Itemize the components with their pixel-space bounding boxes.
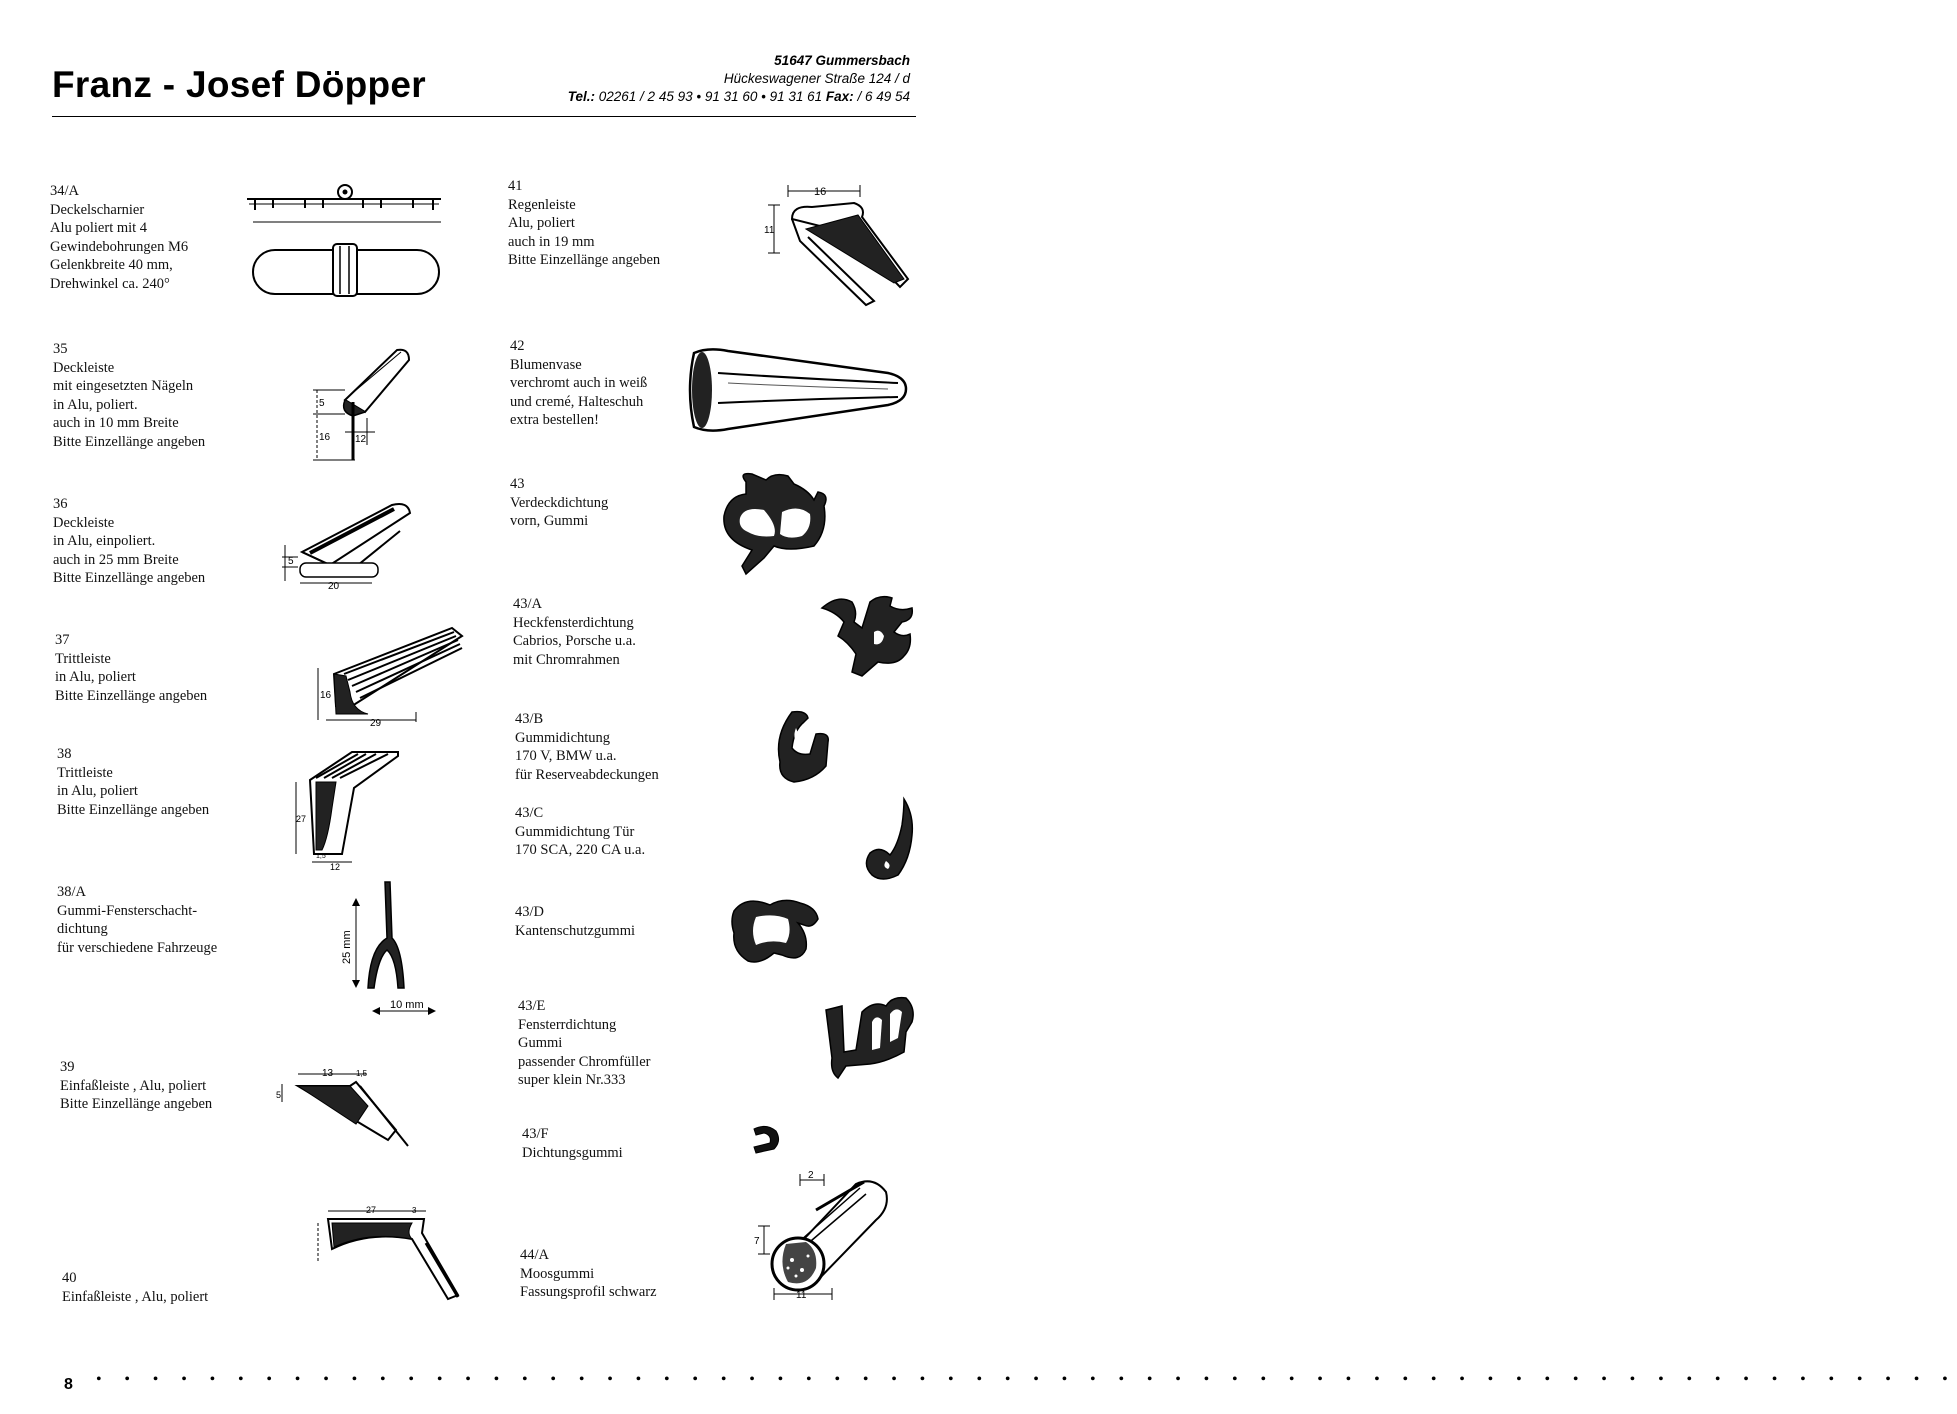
figure-43c-door-seal [858, 795, 928, 885]
dim-38-b: 12 [330, 862, 341, 872]
tel-label: Tel.: [567, 89, 595, 104]
dim-35-a: 5 [319, 398, 325, 409]
item-41: 41 Regenleiste Alu, poliert auch in 19 mm Bitte Einzellänge angeben [508, 178, 661, 268]
city: 51647 Gummersbach [774, 53, 910, 68]
figure-43-roof-seal [718, 470, 838, 580]
header-rule [52, 116, 916, 117]
dim-40-a: 27 [366, 1205, 377, 1215]
figure-34a-hinge [245, 182, 445, 297]
address-block [568, 52, 910, 106]
footer-dot-leader: • • • • • • • • • • • • • • • • • • • • • • • • • • • • • • • • • • • • • • • • • • • • • • • • • • • • • • • • • • • • • • • • • • [96, 1371, 1957, 1388]
dim-44a-c: 11 [796, 1290, 807, 1301]
figure-41-rain-strip [762, 183, 922, 313]
figure-43a-rear-window-seal [818, 592, 918, 682]
figure-39-edging-strip [276, 1066, 416, 1161]
dim-39-a: 13 [322, 1068, 334, 1079]
dim-41-a: 16 [814, 186, 827, 198]
item-43f: 43/F Dichtungsgummi [522, 1126, 623, 1161]
figure-43f-seal-rubber [748, 1121, 788, 1161]
item-35: 35 Deckleiste mit eingesetzten Nägeln in Alu, poliert. auch in 10 mm Breite Bitte Einzellänge angeben [53, 341, 206, 450]
fax-number: / 6 49 54 [857, 89, 910, 104]
item-40: 40 Einfaßleiste , Alu, poliert [62, 1270, 209, 1305]
figure-36-cover-strip [280, 497, 440, 592]
company-name: Franz - Josef Döpper [52, 64, 426, 105]
dim-36-a: 5 [288, 556, 294, 567]
item-43: 43 Verdeckdichtung vorn, Gummi [510, 476, 609, 529]
figure-40-edging-strip [308, 1203, 468, 1303]
item-44a: 44/A Moosgummi Fassungsprofil schwarz [520, 1247, 657, 1300]
item-34a: 34/A Deckelscharnier Alu poliert mit 4 Gewindebohrungen M6 Gelenkbreite 40 mm, Drehwinkel ca. 240° [50, 183, 189, 292]
dim-37-b: 29 [370, 718, 382, 729]
dim-39-b: 1,5 [356, 1069, 368, 1078]
figure-43d-edge-guard [726, 893, 826, 968]
figure-43e-window-seal [816, 992, 921, 1082]
figure-38-step-strip [292, 748, 402, 870]
dim-37-a: 16 [320, 690, 332, 701]
figure-42-flower-vase [688, 343, 913, 443]
tel-numbers: 02261 / 2 45 93 • 91 31 60 • 91 31 61 [598, 89, 823, 104]
page-number: 8 [64, 1376, 73, 1393]
dim-35-b: 16 [319, 432, 331, 443]
figure-35-cover-strip [305, 340, 415, 470]
dim-38-c: 1,5 [316, 853, 326, 860]
figure-43b-rubber-seal [770, 708, 840, 784]
item-42: 42 Blumenvase verchromt auch in weiß und cremé, Halteschuh extra bestellen! [510, 338, 648, 428]
item-43b: 43/B Gummidichtung 170 V, BMW u.a. für Reserveabdeckungen [515, 711, 659, 783]
item-43e: 43/E Fensterrdichtung Gummi passender Chromfüller super klein Nr.333 [518, 998, 651, 1088]
dim-44a-b: 7 [754, 1236, 760, 1247]
item-43c: 43/C Gummidichtung Tür 170 SCA, 220 CA u.a. [515, 805, 646, 858]
figure-37-step-strip [312, 622, 467, 727]
dim-44a-a: 2 [808, 1170, 814, 1181]
item-43a: 43/A Heckfensterdichtung Cabrios, Porsche u.a. mit Chromrahmen [513, 596, 636, 668]
fax-label: Fax: [825, 89, 854, 104]
dim-38a-w: 10 mm [390, 999, 424, 1011]
item-43d: 43/D Kantenschutzgummi [515, 904, 636, 939]
contact-line [568, 88, 910, 106]
dim-38a-h: 25 mm [341, 930, 353, 964]
figure-38a-window-seal [340, 878, 440, 1023]
street: Hückeswagener Straße 124 / d [723, 71, 910, 86]
item-39: 39 Einfaßleiste , Alu, poliert Bitte Einzellänge angeben [60, 1059, 213, 1112]
item-36: 36 Deckleiste in Alu, einpoliert. auch in 25 mm Breite Bitte Einzellänge angeben [53, 496, 206, 586]
dim-36-b: 20 [328, 581, 340, 592]
dim-39-c: 5 [276, 1090, 282, 1100]
item-37: 37 Trittleiste in Alu, poliert Bitte Einzellänge angeben [55, 632, 208, 704]
dim-40-b: 3 [412, 1206, 417, 1215]
figure-44a-moss-rubber-profile [752, 1168, 902, 1308]
item-38a: 38/A Gummi-Fensterschacht- dichtung für verschiedene Fahrzeuge [57, 884, 218, 956]
dim-38-a: 27 [296, 814, 307, 824]
item-38: 38 Trittleiste in Alu, poliert Bitte Einzellänge angeben [57, 746, 210, 818]
dim-35-c: 12 [355, 434, 367, 445]
dim-41-b: 11 [764, 225, 775, 236]
